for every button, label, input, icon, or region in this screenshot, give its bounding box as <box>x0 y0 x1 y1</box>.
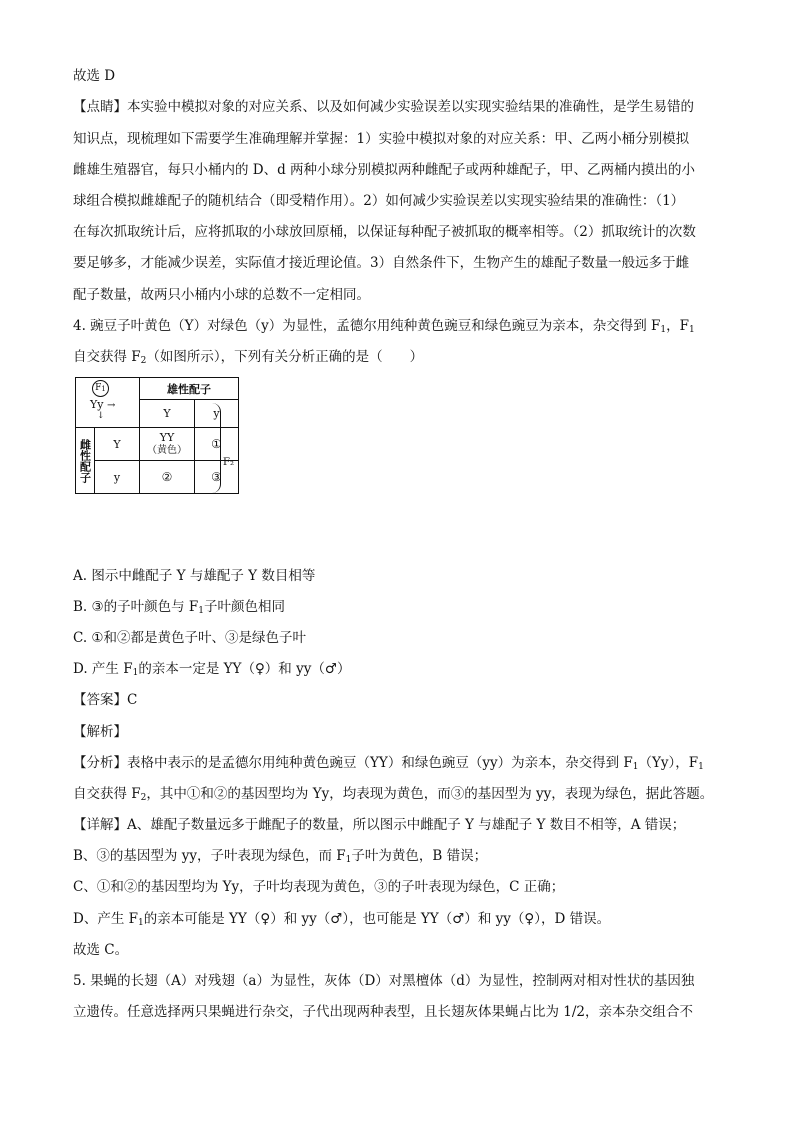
cell-1: ① <box>195 428 239 461</box>
arrow-down-icon: ↓ <box>97 411 105 421</box>
analysis-line-2: 自交获得 $F_2$，其中①和②的基因型均为 Yy，均表现为黄色，而③的基因型为 yy，表现为绿色，据此答题。 <box>73 786 714 803</box>
question-4-line-2: 自交获得 $F_2$（如图所示），下列有关分析正确的是（ ） <box>73 349 424 366</box>
answer-line: 【答案】C <box>73 692 138 708</box>
question-5-line-1: 5. 果蝇的长翅（A）对残翅（a）为显性，灰体（D）对黑檀体（d）为显性，控制两对相对性状的基因独 <box>73 973 695 989</box>
text-line: 要足够多，才能减少误差，实际值才接近理论值。3）自然条件下，生物产生的雄配子数量一般远多于雌 <box>73 255 690 271</box>
f1-circle: $F_1$ <box>92 380 109 397</box>
parent-genotype: Yy <box>90 398 104 411</box>
female-gamete-Y: Y <box>95 428 140 461</box>
text-line: 配子数量，故两只小桶内小球的总数不一定相同。 <box>73 287 370 303</box>
cell-3: ③ <box>195 461 239 494</box>
cell-YY-genotype: YY <box>159 431 175 444</box>
cell-2: ② <box>140 461 195 494</box>
text-line: 球组合模拟雌雄配子的随机结合（即受精作用）。2）如何减少实验误差以实现实验结果的准确性：（1） <box>73 193 685 209</box>
arrow-right-icon: → <box>106 400 116 411</box>
male-gamete-header: 雄性配子 <box>140 378 239 400</box>
question-4-line-1: 4. 豌豆子叶黄色（Y）对绿色（y）为显性，孟德尔用纯种黄色豌豆和绿色豌豆为亲本，杂交得到 $F_1$，$F_1$ <box>73 318 695 335</box>
male-gamete-y: y <box>195 400 239 428</box>
cell-YY-note: （黄色） <box>147 445 187 456</box>
analysis-line-1: 【分析】表格中表示的是孟德尔用纯种黄色豌豆（YY）和绿色豌豆（yy）为亲本，杂交得到 $F_1(Yy)$，$F_1$ <box>73 755 704 772</box>
question-5-line-2: 立遗传。任意选择两只果蝇进行杂交，子代出现两种表型，且长翅灰体果蝇占比为 1/2，亲本杂交组合不 <box>73 1004 694 1020</box>
cell-YY <box>140 428 195 461</box>
conclusion-line: 故选 C。 <box>73 942 129 958</box>
f2-brace <box>212 403 221 493</box>
text-line: 在每次抓取统计后，应将抓取的小球放回原桶，以保证每种配子被抓取的概率相等。（2）抓取统计的次数 <box>73 224 696 240</box>
female-gamete-y: y <box>95 461 140 494</box>
option-d: D. 产生 $F_1$的亲本一定是 YY（♀）和 yy（♂） <box>73 661 351 678</box>
text-line: 知识点，现梳理如下需要学生准确理解并掌握：1）实验中模拟对象的对应关系：甲、乙两小桶分别模拟 <box>73 131 690 147</box>
analysis-heading: 【解析】 <box>73 724 127 740</box>
detail-line-3: C、①和②的基因型均为 Yy，子叶均表现为黄色，③的子叶表现为绿色，C 正确； <box>73 879 565 895</box>
male-gamete-Y: Y <box>140 400 195 428</box>
text-line: 【点睛】本实验中模拟对象的对应关系、以及如何减少实验误差以实现实验结果的准确性，是学生易错的 <box>73 99 694 115</box>
f2-label: F₂ <box>223 457 234 468</box>
text-line: 雌雄生殖器官，每只小桶内的 D、d 两种小球分别模拟两种雌配子或两种雄配子，甲、乙两桶内摸出的小 <box>73 162 696 178</box>
option-a: A. 图示中雌配子 Y 与雄配子 Y 数目相等 <box>73 568 316 584</box>
detail-line-1: 【详解】A、雄配子数量远多于雌配子的数量，所以图示中雌配子 Y 与雄配子 Y 数目不相等，A 错误； <box>73 817 686 833</box>
detail-line-2: B、③的基因型为 yy，子叶表现为绿色，而 $F_1$子叶为黄色，B 错误； <box>73 848 488 865</box>
text-line: 故选 D <box>73 68 116 84</box>
option-b: B. ③的子叶颜色与 $F_1$子叶颜色相同 <box>73 599 285 616</box>
option-c: C. ①和②都是黄色子叶、③是绿色子叶 <box>73 630 307 646</box>
female-gamete-header: 雌性配子 <box>76 428 95 494</box>
f1-corner-cell <box>76 378 140 428</box>
detail-line-4: D、产生 $F_1$的亲本可能是 YY（♀）和 yy（♂），也可能是 YY（♂）和 yy（♀），D 错误。 <box>73 911 611 928</box>
